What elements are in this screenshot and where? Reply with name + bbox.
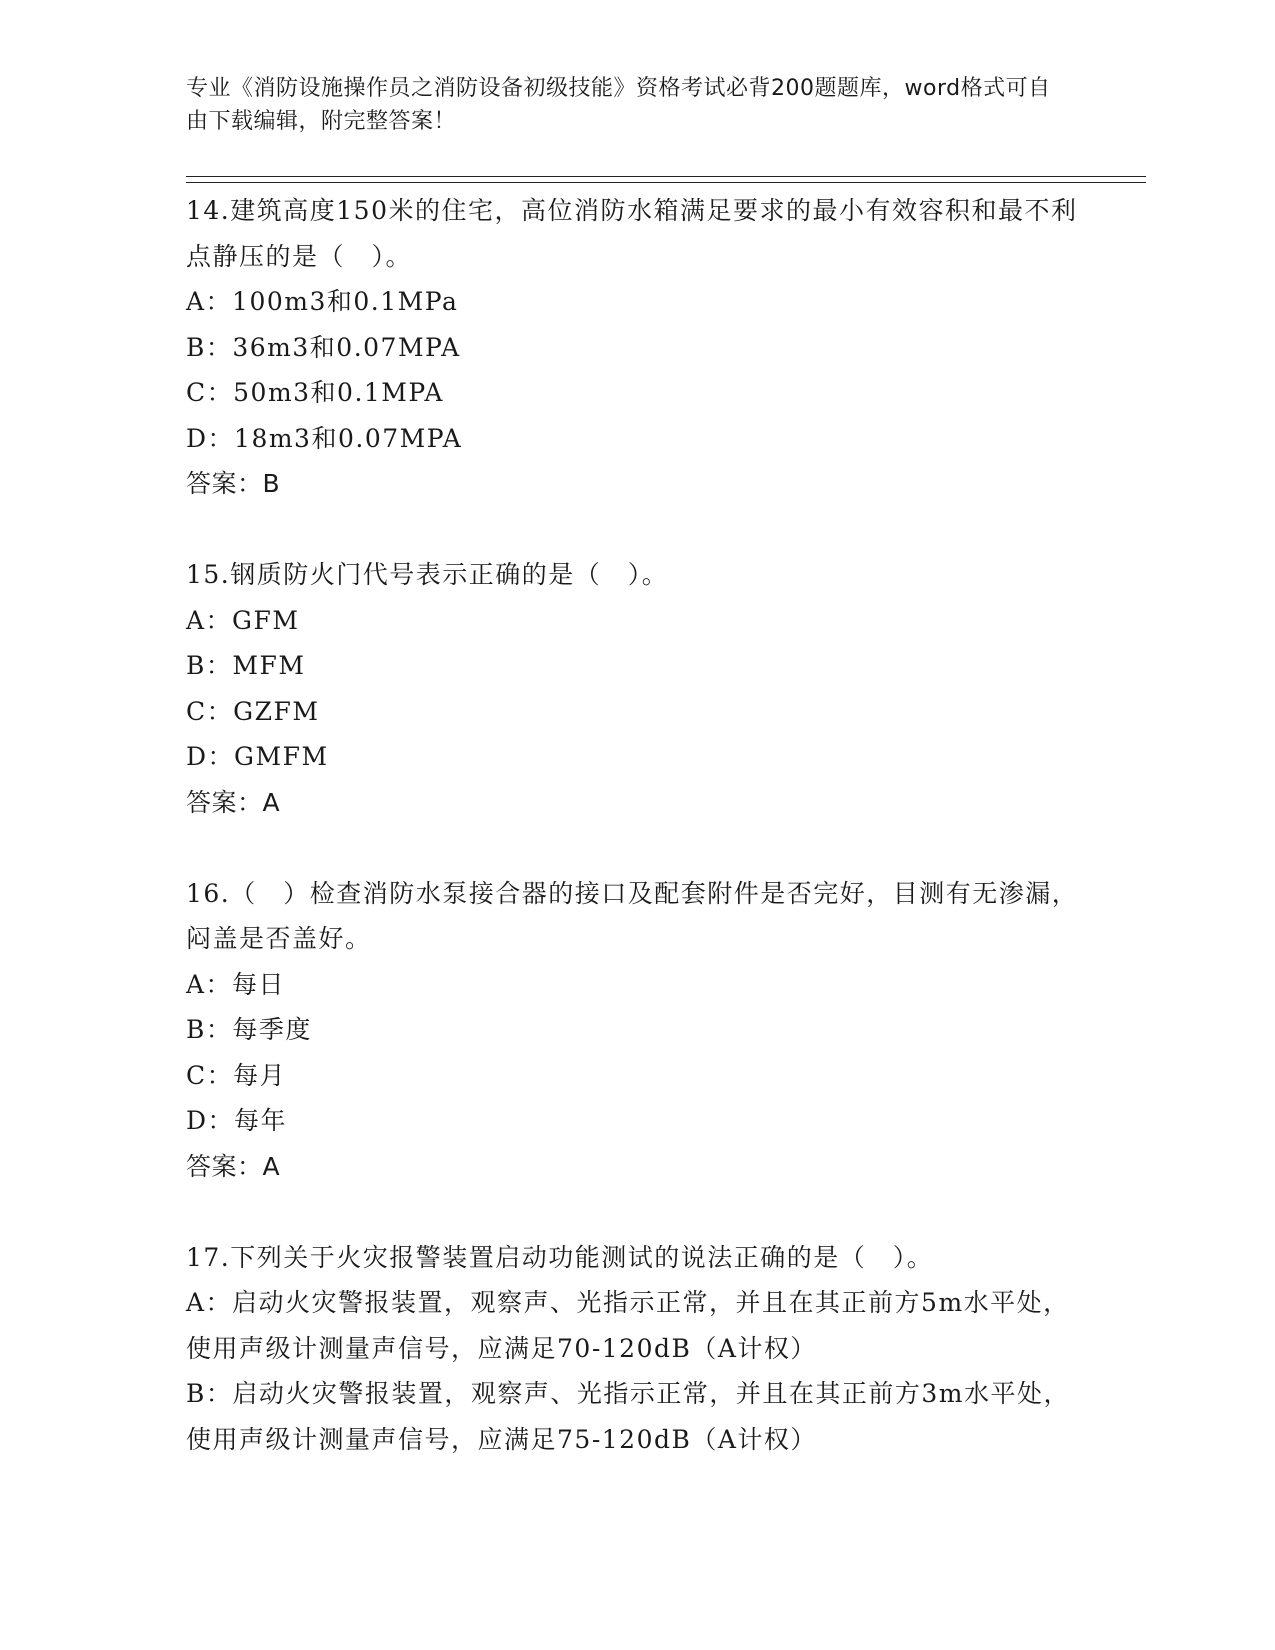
option-b: B：启动火灾警报装置，观察声、光指示正常，并且在其正前方3m水平处，使用声级计测量声信号，应满足75-120dB（A计权） xyxy=(186,1379,1070,1454)
option-c: C：GZFM xyxy=(186,696,320,726)
question-14 xyxy=(186,188,1086,507)
answer-line: 答案：A xyxy=(186,787,281,817)
answer-line: 答案：A xyxy=(186,1151,281,1181)
option-b: B：每季度 xyxy=(186,1015,312,1044)
option-b: B：36m3和0.07MPA xyxy=(186,332,461,362)
option-a: A：启动火灾警报装置，观察声、光指示正常，并且在其正前方5m水平处，使用声级计测量声信号，应满足70-120dB（A计权） xyxy=(186,1288,1070,1363)
question-17 xyxy=(186,1235,1086,1463)
header-divider-bottom xyxy=(186,182,1146,183)
document-header: 专业《消防设施操作员之消防设备初级技能》资格考试必背200题题库，word格式可自由下载编辑，附完整答案！ xyxy=(186,76,1051,134)
question-text: 17.下列关于火灾报警装置启动功能测试的说法正确的是（ ）。 xyxy=(186,1242,934,1272)
option-b: B：MFM xyxy=(186,651,306,680)
option-c: C：每月 xyxy=(186,1060,287,1090)
option-a: A：GFM xyxy=(186,605,300,635)
question-15 xyxy=(186,552,1086,825)
question-16 xyxy=(186,871,1086,1190)
option-a: A：100m3和0.1MPa xyxy=(186,287,459,316)
header-divider-top xyxy=(186,176,1146,177)
option-a: A：每日 xyxy=(186,969,286,999)
question-text: 16.（ ）检查消防水泵接合器的接口及配套附件是否完好，目测有无渗漏，闷盖是否盖好。 xyxy=(186,878,1079,953)
answer-line: 答案：B xyxy=(186,469,281,498)
option-d: D：18m3和0.07MPA xyxy=(186,423,463,453)
question-text: 15.钢质防火门代号表示正确的是（ ）。 xyxy=(186,560,669,589)
question-text: 14.建筑高度150米的住宅，高位消防水箱满足要求的最小有效容积和最不利点静压的是（ ）。 xyxy=(186,196,1078,271)
option-d: D：GMFM xyxy=(186,742,329,771)
option-d: D：每年 xyxy=(186,1106,288,1135)
question-list xyxy=(186,188,1086,1462)
option-c: C：50m3和0.1MPA xyxy=(186,378,444,407)
